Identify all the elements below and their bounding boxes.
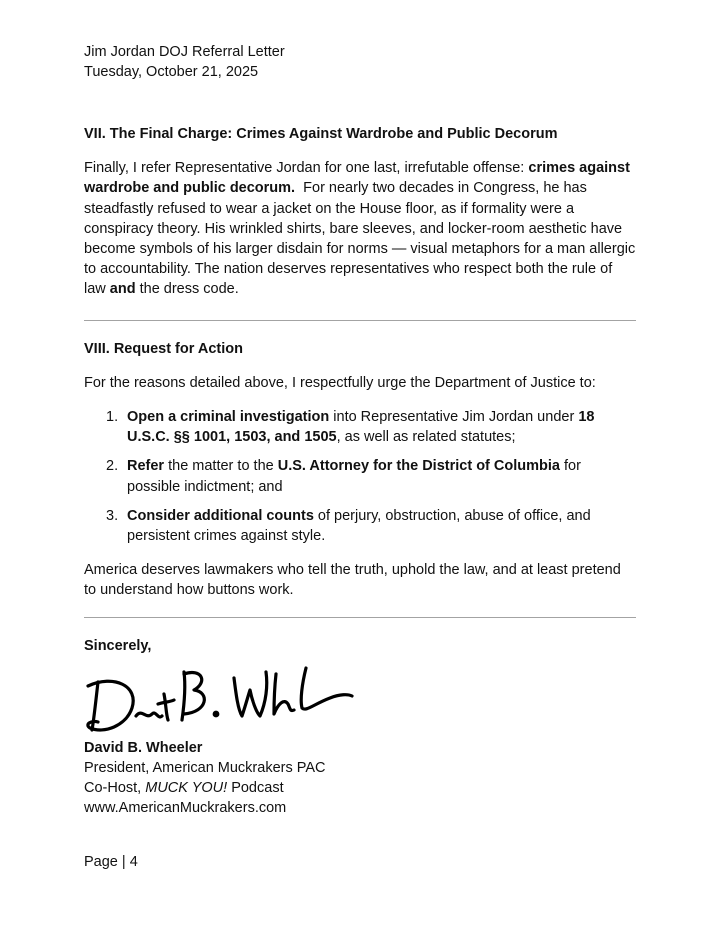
salutation: Sincerely, — [84, 637, 152, 654]
section-divider — [84, 320, 636, 321]
header-date: Tuesday, October 21, 2025 — [84, 64, 259, 80]
action-list — [84, 407, 636, 546]
closing-statement: America deserves lawmakers who tell the truth, uphold the law, and at least pretend to understand how buttons work. — [84, 562, 621, 599]
list-item-bold: Open a criminal investigation — [127, 409, 330, 426]
signer-website: www.AmericanMuckrakers.com — [84, 800, 287, 817]
signature-image — [84, 664, 354, 742]
section-8-intro: For the reasons detailed above, I respectfully urge the Department of Justice to: — [84, 374, 596, 391]
signer-title: President, American Muckrakers PAC — [84, 760, 326, 777]
list-item-text: into Representative Jim Jordan under — [329, 409, 579, 426]
list-item-bold: Consider additional counts — [127, 507, 314, 524]
letter-body — [84, 124, 640, 819]
section-7-charge: crimes against wardrobe and public decorum. — [84, 160, 630, 197]
page-header — [84, 42, 285, 82]
cohost-suffix: Podcast — [227, 780, 284, 797]
list-item-number: 1. — [106, 409, 119, 426]
signer-cohost — [84, 778, 636, 798]
signoff-divider — [84, 617, 636, 618]
section-7-body: For nearly two decades in Congress, he has steadfastly refused to wear a jacket on the House floor, as if formality were a conspiracy theory. His wrinkled shirts, bare sleeves, and locker-room aesthetic have become symbols of his larger disdain for norms — visual metaphors for a man allergic to accountability. The nation deserves representatives who respect both the rule of law — [84, 180, 640, 298]
section-8-heading: VIII. Request for Action — [84, 340, 243, 357]
list-item-number: 3. — [106, 507, 119, 524]
list-item-text: the matter to the — [164, 458, 278, 475]
signer-name: David B. Wheeler — [84, 739, 203, 756]
list-item-number: 2. — [106, 458, 119, 475]
list-item-text-2: , as well as related statutes; — [336, 429, 516, 446]
signature-block — [84, 738, 636, 819]
header-title: Jim Jordan DOJ Referral Letter — [84, 44, 285, 60]
section-7-intro: Finally, I refer Representative Jordan for one last, irrefutable offense: — [84, 160, 529, 177]
list-item-bold-2: 18 U.S.C. §§ 1001, 1503, and 1505 — [127, 409, 595, 446]
cohost-prefix: Co-Host, — [84, 780, 146, 797]
list-item-bold: Refer — [127, 458, 165, 475]
list-item — [84, 407, 636, 447]
list-item-text-2: for possible indictment; and — [127, 458, 581, 495]
page-number: Page | 4 — [84, 854, 138, 870]
list-item-text: of perjury, obstruction, abuse of office, and persistent crimes against style. — [127, 507, 591, 545]
section-7-and: and — [109, 281, 136, 298]
section-7-paragraph — [84, 158, 640, 299]
list-item-bold-2: U.S. Attorney for the District of Columbia — [277, 458, 560, 475]
cohost-show: MUCK YOU! — [145, 780, 228, 797]
section-7-end: the dress code. — [135, 281, 239, 298]
list-item — [84, 456, 636, 496]
list-item — [84, 506, 636, 546]
section-7-heading: VII. The Final Charge: Crimes Against Wardrobe and Public Decorum — [84, 126, 558, 142]
page-footer — [84, 854, 138, 870]
